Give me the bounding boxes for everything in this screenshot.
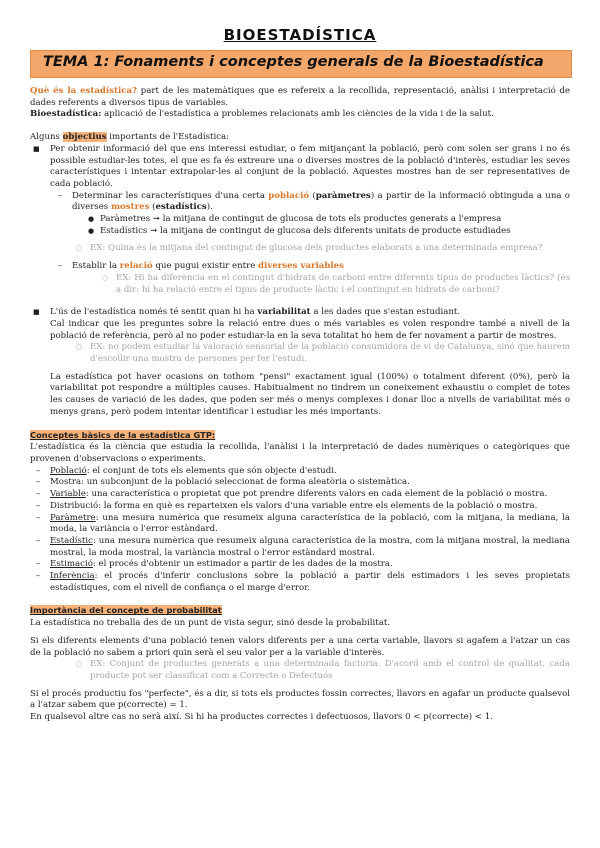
concept-item	[30, 536, 570, 559]
question-text: part de les matemàtiques que es refereix a la recollida, representació, anàlisi i interpretació de dades referents a diversos tipus de variables.	[30, 86, 571, 108]
concept-item	[30, 466, 570, 478]
bullet-2-cont: Cal indicar que les preguntes sobre la relació entre dues o més variables es volen respondre també a nivell de la població de referència, però al no poder estudiar-la en la seva totalitat ho hem de fer novament a partir de mostres.	[50, 318, 570, 341]
basics-list	[30, 466, 570, 595]
concept-term: Paràmetre	[50, 512, 96, 523]
prob-title-a: Importància del concepte de	[30, 605, 167, 616]
variabilitat-term: variabilitat	[257, 307, 311, 318]
intro-bio	[30, 109, 570, 121]
bullet-1: ■ Per obtenir informació del que ens interessi estudiar, o fem mitjançant la població, però com solen ser grans i no és possible estudiar-les totes, el que es fa és extreure una o diverses mostres de la població d'interès, estudiar les seves característiques i intentar extrapolar-les al conjunt de la població. Aquestes mostres han de ser representatives de cada població.	[30, 144, 570, 191]
estadistics-term: estadístics	[155, 202, 207, 213]
objectives-lead	[30, 132, 570, 144]
concept-item	[30, 477, 570, 489]
basics-title: Conceptes bàsics de la estadística GTP:	[30, 429, 216, 440]
s1d: (	[149, 202, 156, 213]
bio-text: aplicació de l'estadística a problemes relacionats amb les ciències de la vida i de la salut.	[101, 109, 494, 120]
concept-definition: : el conjunt de tots els elements que són objecte d'estudi.	[86, 465, 337, 476]
concept-definition: : una mesura numèrica que resumeix alguna característica de la mostra, com la mitjana mostral, la mediana mostral, la moda mostral, la variància mostral o l'error estàndard mostral.	[50, 535, 570, 558]
prob-line2: En qualsevol altre cas no serà així. Si hi ha productes correctes i defectuosos, llavors 0 < p(correcte) < 1.	[30, 712, 493, 723]
basics-heading	[30, 430, 570, 443]
prob-line1: La estadística no treballa des de un punt de vista segur, sinó desde la probabilitat.	[30, 618, 391, 629]
concept-definition: Mostra: un subconjunt de la població seleccionat de forma aleatòria o sistemàtica.	[50, 477, 410, 488]
parametres-term: paràmetres	[315, 190, 371, 201]
content	[30, 86, 570, 724]
concept-item	[30, 513, 570, 536]
prob-title-b: probabilitat	[166, 605, 222, 616]
prob-para1: Si els diferents elements d'una població tenen valors diferents per a una certa variable, llavors si agafem a l'atzar un cas de la població no sabem a priori quin serà el seu valor per a la variable d'interès.	[30, 635, 570, 658]
prob-example: ○ EX: Conjunt de productes generats a una determinada factoria. D'acord amb el control de qualitat, cada producte pot ser classificat com a Correcte o Defectuós	[30, 659, 570, 682]
b2b: a les dades que s'estan estudiant.	[310, 307, 461, 318]
tema-title: TEMA 1: Fonaments i conceptes generals de la Bioestadística	[43, 54, 544, 70]
prob-para2: Si el procés productiu fos "perfecte", és a dir, si tots els productes fossin correctes, llavors en agafar un producte qualsevol a l'atzar sabem que p(correcte) = 1.	[30, 688, 570, 711]
question-label: Què és la estadística?	[30, 86, 138, 96]
concept-item	[30, 501, 570, 513]
objectius-highlight: objectius	[62, 132, 107, 143]
concept-term: Variable	[50, 489, 86, 500]
tema-banner	[30, 50, 572, 78]
s1b: (	[309, 190, 316, 201]
mostres-term: mostres	[110, 202, 150, 213]
concept-item	[30, 571, 570, 594]
bio-label: Bioestadística:	[30, 109, 102, 120]
example-1: ○ EX: Quina és la mitjana del contingut de glucosa dels productes elaborats a una determinada empresa?	[30, 243, 570, 255]
basics-intro: L'estadística és la ciència que estudia la recollida, l'anàlisi i la interpretació de dades numèriques o categòriques que provenen d'observacions o experiments.	[30, 442, 570, 464]
b2a: L'ús de l'estadística només té sentit quan hi ha	[50, 307, 258, 318]
concept-definition: : una mesura numèrica que resumeix alguna característica de la població, com la mitjana, la mediana, la moda, la variància o l'error estàndard.	[50, 512, 570, 535]
subject-title: BIOESTADÍSTICA	[223, 26, 377, 44]
concept-term: Estadístic	[50, 535, 93, 546]
s2b: que pugui existir entre	[152, 261, 259, 272]
concept-definition: Distribució: la forma en què es reparteixen els valors d'una variable entre els elements de la població o mostra.	[50, 500, 538, 511]
sub-bullet-1	[30, 191, 570, 214]
parametres-item: ● Paràmetres ➞ la mitjana de contingut de glucosa de tots els productes generats a l'empresa	[30, 214, 570, 226]
s1e: ).	[206, 202, 213, 213]
sub-bullet-2	[30, 261, 570, 273]
variability-paragraph: La estadística pot haver ocasions on tothom "pensi" exactament igual (100%) o totalment diferent (0%), però la variabilitat pot respondre a múltiples causes. Habitualment no tindrem un coneixement exhaustiu o complet de totes les causes de variació de les dades, que poden ser més o menys complexes i donar lloc a nivells de variabilitat més o menys grans, però podem intentar identificar i estudiar les més importants.	[50, 371, 570, 417]
s2a: Establir la	[72, 261, 120, 272]
intro-question	[30, 86, 570, 109]
example-3: ○ EX: no podem estudiar la valoració sensorial de la població consumidora de vi de Catalunya, sinó que haurem d'escollir una mostra de persones per fer l'estudi.	[30, 342, 570, 365]
lead-a: Alguns	[30, 132, 63, 143]
lead-b: importants de l'Estadística:	[106, 132, 230, 143]
poblacio-term: població	[268, 190, 310, 201]
concept-term: Població	[50, 465, 87, 476]
s1a: Determinar les característiques d'una certa	[72, 190, 269, 201]
concept-term: Estimació	[50, 559, 93, 570]
prob-title	[30, 605, 222, 615]
concept-item	[30, 489, 570, 501]
relacio-term: relació	[119, 261, 153, 272]
concept-item	[30, 559, 570, 571]
concept-definition: : el procés d'inferir conclusions sobre la població a partir dels estimadors i les seves propietats estadístiques, com el nivell de confiança o el marge d'error.	[50, 571, 570, 593]
prob-heading	[30, 605, 570, 618]
variables-term: diverses variables	[258, 261, 344, 272]
example-2: ○ EX: Hi ha diferència en el contingut d'hidrats de carboni entre diferents tipus de productes làctics? (és a dir: hi ha relació entre el tipus de producte làctic i el contingut en hidrats de carboni?	[30, 273, 570, 296]
estadistics-item: ● Estadístics ➞ la mitjana de contingut de glucosa dels diferents unitats de producte estudiades	[30, 226, 570, 238]
s1c: ) a partir de la informació obtinguda a una o diverses	[72, 190, 570, 213]
concept-term: Inferència	[50, 571, 95, 582]
concept-definition: : el procés d'obtenir un estimador a partir de les dades de la mostra.	[92, 559, 393, 570]
concept-definition: : una característica o propietat que pot prendre diferents valors en cada element de la població o mostra.	[85, 489, 548, 500]
bullet-2	[30, 307, 570, 319]
